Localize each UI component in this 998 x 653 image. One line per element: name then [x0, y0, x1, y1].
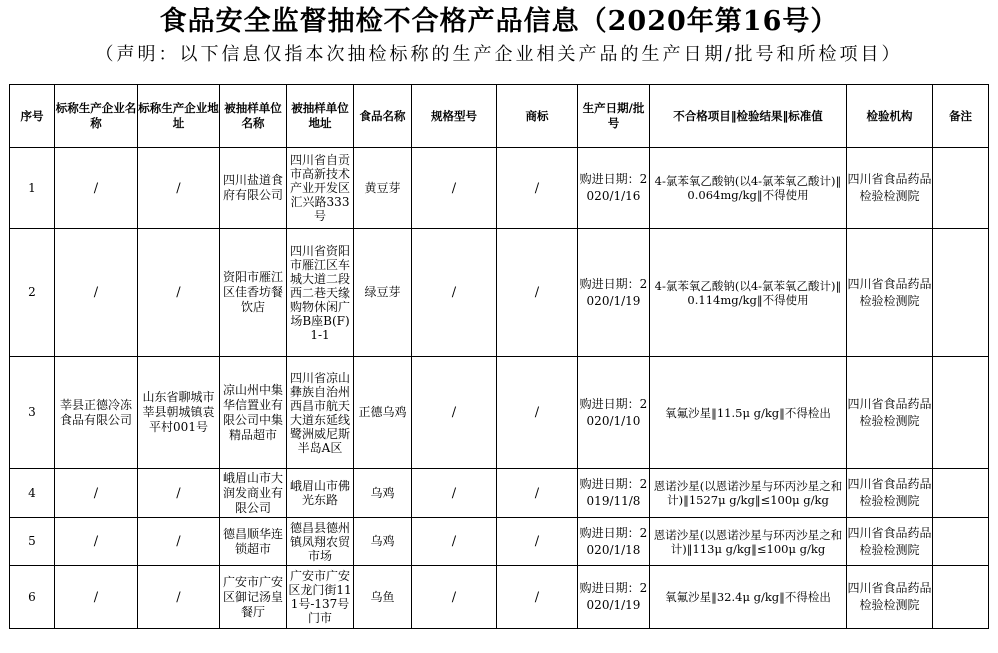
cell-manufacturer-address: /: [138, 566, 220, 629]
cell-spec: /: [412, 518, 497, 566]
cell-manufacturer-address: /: [138, 469, 220, 518]
cell-index: 5: [10, 518, 55, 566]
header-food-name: 食品名称: [354, 85, 412, 148]
header-manufacturer-address: 标称生产企业地址: [138, 85, 220, 148]
cell-spec: /: [412, 229, 497, 357]
cell-institution: 四川省食品药品检验检测院: [847, 148, 933, 229]
cell-brand: /: [497, 518, 578, 566]
table-row: [10, 566, 989, 629]
header-failed-item: 不合格项目‖检验结果‖标准值: [650, 85, 847, 148]
cell-manufacturer-name: /: [55, 148, 138, 229]
cell-manufacturer-address: /: [138, 148, 220, 229]
cell-sampled-unit-address: 四川省资阳市雁江区车城大道二段西二巷天缘购物休闲广场B座B(F)1-1: [287, 229, 354, 357]
header-manufacturer-name: 标称生产企业名称: [55, 85, 138, 148]
cell-institution: 四川省食品药品检验检测院: [847, 518, 933, 566]
cell-index: 3: [10, 357, 55, 469]
header-brand: 商标: [497, 85, 578, 148]
header-sampled-unit-name: 被抽样单位名称: [220, 85, 287, 148]
document-disclaimer: （声明：以下信息仅指本次抽检标称的生产企业相关产品的生产日期/批号和所检项目）: [95, 44, 903, 65]
cell-institution: 四川省食品药品检验检测院: [847, 469, 933, 518]
cell-food-name: 乌鸡: [354, 518, 412, 566]
cell-sampled-unit-name: 凉山州中集华信置业有限公司中集精品超市: [220, 357, 287, 469]
cell-index: 6: [10, 566, 55, 629]
cell-brand: /: [497, 229, 578, 357]
cell-sampled-unit-address: 广安市广安区龙门街111号-137号门市: [287, 566, 354, 629]
header-index: 序号: [10, 85, 55, 148]
cell-note: [933, 518, 989, 566]
cell-sampled-unit-address: 德昌县德州镇凤翔农贸市场: [287, 518, 354, 566]
cell-note: [933, 148, 989, 229]
cell-brand: /: [497, 469, 578, 518]
table-header-row: [10, 85, 989, 148]
cell-manufacturer-name: 莘县正德冷冻食品有限公司: [55, 357, 138, 469]
cell-failed-item: 4-氯苯氧乙酸钠(以4-氯苯氧乙酸计)‖0.114mg/kg‖不得使用: [650, 229, 847, 357]
cell-manufacturer-address: /: [138, 518, 220, 566]
cell-manufacturer-name: /: [55, 469, 138, 518]
cell-failed-item: 恩诺沙星(以恩诺沙星与环丙沙星之和计)‖113μ g/kg‖≤100μ g/kg: [650, 518, 847, 566]
cell-failed-item: 氧氟沙星‖32.4μ g/kg‖不得检出: [650, 566, 847, 629]
table-row: [10, 148, 989, 229]
cell-spec: /: [412, 148, 497, 229]
cell-food-name: 正德乌鸡: [354, 357, 412, 469]
cell-failed-item: 氧氟沙星‖11.5μ g/kg‖不得检出: [650, 357, 847, 469]
cell-institution: 四川省食品药品检验检测院: [847, 229, 933, 357]
cell-manufacturer-address: /: [138, 229, 220, 357]
cell-manufacturer-name: /: [55, 566, 138, 629]
header-institution: 检验机构: [847, 85, 933, 148]
cell-institution: 四川省食品药品检验检测院: [847, 566, 933, 629]
cell-spec: /: [412, 566, 497, 629]
cell-brand: /: [497, 566, 578, 629]
cell-sampled-unit-name: 广安市广安区御记汤皇餐厅: [220, 566, 287, 629]
cell-food-name: 黄豆芽: [354, 148, 412, 229]
cell-food-name: 乌鱼: [354, 566, 412, 629]
cell-manufacturer-name: /: [55, 518, 138, 566]
cell-food-name: 乌鸡: [354, 469, 412, 518]
table-row: [10, 357, 989, 469]
cell-spec: /: [412, 469, 497, 518]
cell-note: [933, 469, 989, 518]
cell-brand: /: [497, 148, 578, 229]
header-note: 备注: [933, 85, 989, 148]
table-row: [10, 518, 989, 566]
cell-sampled-unit-name: 德昌顺华连锁超市: [220, 518, 287, 566]
cell-failed-item: 恩诺沙星(以恩诺沙星与环丙沙星之和计)‖1527μ g/kg‖≤100μ g/kg: [650, 469, 847, 518]
cell-index: 4: [10, 469, 55, 518]
table-row: [10, 229, 989, 357]
cell-failed-item: 4-氯苯氧乙酸钠(以4-氯苯氧乙酸计)‖0.064mg/kg‖不得使用: [650, 148, 847, 229]
header-sampled-unit-address: 被抽样单位地址: [287, 85, 354, 148]
cell-food-name: 绿豆芽: [354, 229, 412, 357]
cell-note: [933, 357, 989, 469]
cell-index: 2: [10, 229, 55, 357]
cell-index: 1: [10, 148, 55, 229]
cell-sampled-unit-address: 四川省自贡市高新技术产业开发区汇兴路333号: [287, 148, 354, 229]
cell-production-date: 购进日期：2020/1/19: [578, 229, 650, 357]
table-row: [10, 469, 989, 518]
cell-production-date: 购进日期：2020/1/10: [578, 357, 650, 469]
cell-spec: /: [412, 357, 497, 469]
cell-production-date: 购进日期：2020/1/19: [578, 566, 650, 629]
cell-sampled-unit-address: 峨眉山市佛光东路: [287, 469, 354, 518]
document-title: 食品安全监督抽检不合格产品信息（2020年第16号）: [159, 6, 839, 37]
header-production-date: 生产日期/批号: [578, 85, 650, 148]
cell-production-date: 购进日期：2020/1/18: [578, 518, 650, 566]
cell-production-date: 购进日期：2019/11/8: [578, 469, 650, 518]
unqualified-products-table: [9, 84, 989, 629]
cell-sampled-unit-name: 资阳市雁江区佳香坊餐饮店: [220, 229, 287, 357]
cell-note: [933, 566, 989, 629]
cell-institution: 四川省食品药品检验检测院: [847, 357, 933, 469]
cell-production-date: 购进日期：2020/1/16: [578, 148, 650, 229]
header-spec: 规格型号: [412, 85, 497, 148]
cell-sampled-unit-address: 四川省凉山彝族自治州西昌市航天大道东延线鹭洲威尼斯半岛A区: [287, 357, 354, 469]
cell-sampled-unit-name: 四川盐道食府有限公司: [220, 148, 287, 229]
cell-brand: /: [497, 357, 578, 469]
cell-manufacturer-address: 山东省聊城市莘县朝城镇袁平村001号: [138, 357, 220, 469]
cell-note: [933, 229, 989, 357]
cell-manufacturer-name: /: [55, 229, 138, 357]
cell-sampled-unit-name: 峨眉山市大润发商业有限公司: [220, 469, 287, 518]
